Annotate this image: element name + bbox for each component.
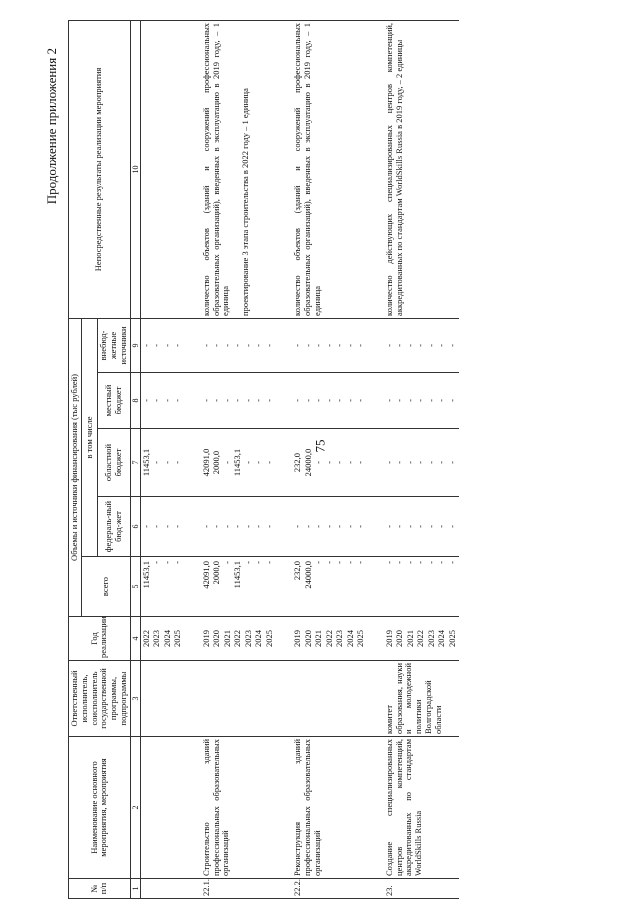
spacer-cell xyxy=(368,429,384,497)
total-value: - xyxy=(161,561,172,564)
regional-value: - xyxy=(334,461,345,464)
row-spacer xyxy=(185,20,201,898)
spacer-cell xyxy=(276,617,292,661)
local-value: - xyxy=(302,399,313,402)
total-value: - xyxy=(221,561,232,564)
total-value: - xyxy=(344,561,355,564)
extra-value: - xyxy=(313,344,324,347)
spacer-cell xyxy=(185,879,201,899)
local-value: - xyxy=(436,399,447,402)
local-value: - xyxy=(344,399,355,402)
total-value: 24000,0 xyxy=(302,561,313,589)
total xyxy=(384,557,460,617)
year-value: 2024 xyxy=(344,630,355,647)
year-value: 2020 xyxy=(211,630,222,647)
header-regional: областной бюджет xyxy=(98,429,130,497)
row-result xyxy=(201,20,277,318)
regional xyxy=(140,429,185,497)
total-value: 42091,0 xyxy=(200,561,211,589)
regional-value: - xyxy=(242,461,253,464)
header-federal: федераль-ный бюд-жет xyxy=(98,497,130,557)
regional-value: - xyxy=(446,461,457,464)
year-value: 2023 xyxy=(425,630,436,647)
spacer-cell xyxy=(185,497,201,557)
cell-text: 22.1. xyxy=(200,879,211,896)
row-name xyxy=(201,737,277,879)
year-value: 2023 xyxy=(242,630,253,647)
col-index: 6 xyxy=(130,497,140,557)
federal-value: - xyxy=(200,525,211,528)
federal-value: - xyxy=(263,525,274,528)
federal-value: - xyxy=(253,525,264,528)
spacer-cell xyxy=(368,20,384,318)
total xyxy=(140,557,185,617)
total-value: - xyxy=(415,561,426,564)
header-total: всего xyxy=(81,557,130,617)
total xyxy=(201,557,277,617)
spacer-cell xyxy=(185,617,201,661)
extra-value: - xyxy=(151,344,162,347)
local-value: - xyxy=(292,399,303,402)
year-value: 2024 xyxy=(436,630,447,647)
col-index: 9 xyxy=(130,318,140,372)
header-executor: Ответственный исполнитель, соисполнитель государственной программы, подпрограммы xyxy=(69,661,131,737)
row-executor xyxy=(384,661,460,737)
col-index: 4 xyxy=(130,617,140,661)
total-value: - xyxy=(253,561,264,564)
local-value: - xyxy=(140,399,151,402)
federal-value: - xyxy=(404,525,415,528)
year xyxy=(292,617,368,661)
year-value: 2025 xyxy=(172,630,183,647)
regional-value: - xyxy=(151,461,162,464)
spacer-cell xyxy=(185,429,201,497)
total-value: - xyxy=(151,561,162,564)
regional-value: - xyxy=(253,461,264,464)
extra-value: - xyxy=(172,344,183,347)
year-value: 2025 xyxy=(355,630,366,647)
spacer-cell xyxy=(276,737,292,879)
total-value: - xyxy=(313,561,324,564)
local-value: - xyxy=(404,399,415,402)
header-num: № п/п xyxy=(69,879,131,899)
regional-value: - xyxy=(394,461,405,464)
federal xyxy=(292,497,368,557)
federal-value: - xyxy=(211,525,222,528)
regional-value: - xyxy=(344,461,355,464)
year xyxy=(384,617,460,661)
spacer-cell xyxy=(368,879,384,899)
spacer-cell xyxy=(185,373,201,429)
total-value: 11453,1 xyxy=(232,561,243,589)
row-spacer xyxy=(368,20,384,898)
spacer-cell xyxy=(276,879,292,899)
regional xyxy=(201,429,277,497)
year-value: 2021 xyxy=(404,630,415,647)
year-value: 2019 xyxy=(200,630,211,647)
extra xyxy=(292,318,368,372)
regional-value: - xyxy=(436,461,447,464)
spacer-cell xyxy=(276,373,292,429)
col-index: 8 xyxy=(130,373,140,429)
header-extra: внебюд-жетные источники xyxy=(98,318,130,372)
year-value: 2021 xyxy=(221,630,232,647)
year-value: 2023 xyxy=(151,630,162,647)
extra-value: - xyxy=(404,344,415,347)
cell-text: количество объектов (зданий и сооружений профессиональных образовательных организаций), введенных в эксплуатацию в 2019 году, – 1 единица xyxy=(200,22,231,316)
cell-text: Строительство зданий профессиональных образовательных организаций xyxy=(200,739,231,876)
spacer-cell xyxy=(368,557,384,617)
regional-value: 11453,1 xyxy=(140,448,151,477)
local-value: - xyxy=(263,399,274,402)
cell-text: комитет образования, науки и молодежной политики Волгоградской области xyxy=(383,663,443,734)
local-value: - xyxy=(161,399,172,402)
header-incl: в том числе xyxy=(81,318,98,556)
extra-value: - xyxy=(140,344,151,347)
year-value: 2021 xyxy=(313,630,324,647)
total-value: - xyxy=(172,561,183,564)
row-result xyxy=(140,20,185,318)
header-funding: Объемы и источники финансирования (тыс рублей) xyxy=(69,318,82,616)
regional-value: - xyxy=(383,461,394,464)
page-number: 75 xyxy=(312,439,327,453)
row-name xyxy=(140,737,185,879)
local-value: - xyxy=(313,399,324,402)
federal-value: - xyxy=(355,525,366,528)
extra xyxy=(201,318,277,372)
local-value: - xyxy=(211,399,222,402)
header-name: Наименование основного мероприятия, мероприятия xyxy=(69,737,131,879)
cell-text xyxy=(142,23,152,316)
federal-value: - xyxy=(383,525,394,528)
col-index: 3 xyxy=(130,661,140,737)
header-result: Непосредственные результаты реализации мероприятия xyxy=(69,20,131,318)
cell-text: 23. xyxy=(383,885,394,896)
total-value: - xyxy=(425,561,436,564)
extra-value: - xyxy=(253,344,264,347)
extra-value: - xyxy=(263,344,274,347)
total xyxy=(292,557,368,617)
year-value: 2023 xyxy=(334,630,345,647)
row-number xyxy=(292,879,368,899)
cell-text: проектирование 3 этапа строительства в 2022 году – 1 единица xyxy=(240,88,251,316)
regional-value: 2000,0 xyxy=(211,450,222,475)
local-value: - xyxy=(415,399,426,402)
local-value: - xyxy=(151,399,162,402)
total-value: 232,0 xyxy=(292,561,303,581)
total-value: - xyxy=(394,561,405,564)
extra-value: - xyxy=(323,344,334,347)
federal-value: - xyxy=(161,525,172,528)
local-value: - xyxy=(172,399,183,402)
col-index: 5 xyxy=(130,557,140,617)
total-value: - xyxy=(263,561,274,564)
local-value: - xyxy=(242,399,253,402)
total-value: - xyxy=(323,561,334,564)
extra-value: - xyxy=(394,344,405,347)
spacer-cell xyxy=(185,318,201,372)
extra-value: - xyxy=(436,344,447,347)
total-value: - xyxy=(355,561,366,564)
extra-value: - xyxy=(211,344,222,347)
total-value: - xyxy=(404,561,415,564)
regional-value: - xyxy=(404,461,415,464)
extra-value: - xyxy=(302,344,313,347)
year-value: 2025 xyxy=(446,630,457,647)
total-value: 11453,1 xyxy=(140,561,151,589)
cell-text: количество объектов (зданий и сооружений профессиональных образовательных организаций), введенных в эксплуатацию в 2019 году, – 1 единица xyxy=(292,22,322,316)
spacer-cell xyxy=(276,318,292,372)
federal-value: - xyxy=(323,525,334,528)
local xyxy=(384,373,460,429)
spacer-cell xyxy=(185,737,201,879)
extra-value: - xyxy=(242,344,253,347)
spacer-cell xyxy=(185,20,201,318)
extra-value: - xyxy=(161,344,172,347)
header-year: Год реализации xyxy=(69,617,131,661)
federal-value: - xyxy=(242,525,253,528)
spacer-cell xyxy=(368,373,384,429)
spacer-cell xyxy=(276,20,292,318)
local-value: - xyxy=(383,399,394,402)
extra xyxy=(384,318,460,372)
local-value: - xyxy=(221,399,232,402)
cell-text: Реконструкция зданий профессиональных образовательных организаций xyxy=(292,739,322,876)
regional-value: - xyxy=(161,461,172,464)
table-row xyxy=(201,20,277,898)
total-value: - xyxy=(436,561,447,564)
federal-value: - xyxy=(446,525,457,528)
local-value: - xyxy=(323,399,334,402)
extra-value: - xyxy=(415,344,426,347)
federal-value: - xyxy=(394,525,405,528)
spacer-cell xyxy=(368,497,384,557)
total-value: - xyxy=(446,561,457,564)
row-spacer xyxy=(276,20,292,898)
col-index: 2 xyxy=(130,737,140,879)
extra-value: - xyxy=(232,344,243,347)
table-row xyxy=(292,20,368,898)
local-value: - xyxy=(334,399,345,402)
total-value: 2000,0 xyxy=(211,561,222,585)
year-value: 2022 xyxy=(415,630,426,647)
local xyxy=(201,373,277,429)
regional-value: 11453,1 xyxy=(232,448,243,477)
row-result xyxy=(292,20,368,318)
row-executor xyxy=(292,661,368,737)
local-value: - xyxy=(253,399,264,402)
table-row xyxy=(384,20,460,898)
federal xyxy=(384,497,460,557)
cell-text: Создание специализированных центров компетенций, аккредитованных по стандартам WorldSkills Russia xyxy=(383,739,424,876)
regional-value: - xyxy=(263,461,274,464)
regional-value: 42091,0 xyxy=(200,448,211,477)
row-number xyxy=(201,879,277,899)
spacer-cell xyxy=(185,557,201,617)
federal-value: - xyxy=(221,525,232,528)
cell-text: количество действующих специализированных центров компетенций, аккредитованных по стандартам WorldSkills Russia в 2019 году, – 2 единицы xyxy=(383,22,404,316)
year-value: 2020 xyxy=(394,630,405,647)
col-index: 7 xyxy=(130,429,140,497)
row-name xyxy=(384,737,460,879)
federal-value: - xyxy=(425,525,436,528)
federal xyxy=(201,497,277,557)
extra-value: - xyxy=(446,344,457,347)
local-value: - xyxy=(446,399,457,402)
total-value: - xyxy=(383,561,394,564)
regional-value: 24000,0 xyxy=(302,448,313,477)
extra-value: - xyxy=(334,344,345,347)
row-executor xyxy=(201,661,277,737)
col-index: 1 xyxy=(130,879,140,899)
table-row xyxy=(140,20,185,898)
regional xyxy=(292,429,368,497)
regional-value: - xyxy=(355,461,366,464)
regional-value: 232,0 xyxy=(292,452,303,473)
spacer-cell xyxy=(276,429,292,497)
spacer-cell xyxy=(276,557,292,617)
regional-value: - xyxy=(221,461,232,464)
total-value: - xyxy=(334,561,345,564)
federal-value: - xyxy=(344,525,355,528)
regional-value: - xyxy=(172,461,183,464)
local-value: - xyxy=(200,399,211,402)
spacer-cell xyxy=(276,661,292,737)
local xyxy=(140,373,185,429)
cell-text: 22.2. xyxy=(292,879,303,896)
total-value: - xyxy=(242,561,253,564)
year-value: 2019 xyxy=(383,630,394,647)
federal-value: - xyxy=(232,525,243,528)
extra-value: - xyxy=(221,344,232,347)
extra-value: - xyxy=(383,344,394,347)
extra-value: - xyxy=(425,344,436,347)
spacer-cell xyxy=(276,497,292,557)
federal-value: - xyxy=(436,525,447,528)
local-value: - xyxy=(232,399,243,402)
program-table xyxy=(68,20,459,899)
local xyxy=(292,373,368,429)
spacer-cell xyxy=(368,318,384,372)
column-index-row xyxy=(130,20,140,898)
federal-value: - xyxy=(415,525,426,528)
spacer-cell xyxy=(185,661,201,737)
spacer-cell xyxy=(368,661,384,737)
regional xyxy=(384,429,460,497)
federal-value: - xyxy=(313,525,324,528)
federal-value: - xyxy=(151,525,162,528)
row-name xyxy=(292,737,368,879)
federal-value: - xyxy=(334,525,345,528)
year-value: 2022 xyxy=(232,630,243,647)
regional-value: - xyxy=(415,461,426,464)
regional-value: - xyxy=(323,461,334,464)
row-number xyxy=(140,879,185,899)
federal-value: - xyxy=(292,525,303,528)
spacer-cell xyxy=(368,617,384,661)
year-value: 2020 xyxy=(302,630,313,647)
local-value: - xyxy=(425,399,436,402)
year-value: 2022 xyxy=(323,630,334,647)
extra-value: - xyxy=(292,344,303,347)
year xyxy=(201,617,277,661)
year-value: 2024 xyxy=(253,630,264,647)
row-result xyxy=(384,20,460,318)
continuation-heading: Продолжение приложения 2 xyxy=(44,48,59,205)
year-value: 2022 xyxy=(140,630,151,647)
extra-value: - xyxy=(344,344,355,347)
federal xyxy=(140,497,185,557)
year-value: 2019 xyxy=(292,630,303,647)
year-value: 2025 xyxy=(263,630,274,647)
extra-value: - xyxy=(200,344,211,347)
header-local: местный бюджет xyxy=(98,373,130,429)
row-executor xyxy=(140,661,185,737)
extra xyxy=(140,318,185,372)
regional-value: - xyxy=(313,461,324,464)
federal-value: - xyxy=(302,525,313,528)
local-value: - xyxy=(394,399,405,402)
row-number xyxy=(384,879,460,899)
federal-value: - xyxy=(172,525,183,528)
spacer-cell xyxy=(368,737,384,879)
year-value: 2024 xyxy=(161,630,172,647)
local-value: - xyxy=(355,399,366,402)
col-index: 10 xyxy=(130,20,140,318)
federal-value: - xyxy=(140,525,151,528)
regional-value: - xyxy=(425,461,436,464)
extra-value: - xyxy=(355,344,366,347)
year xyxy=(140,617,185,661)
